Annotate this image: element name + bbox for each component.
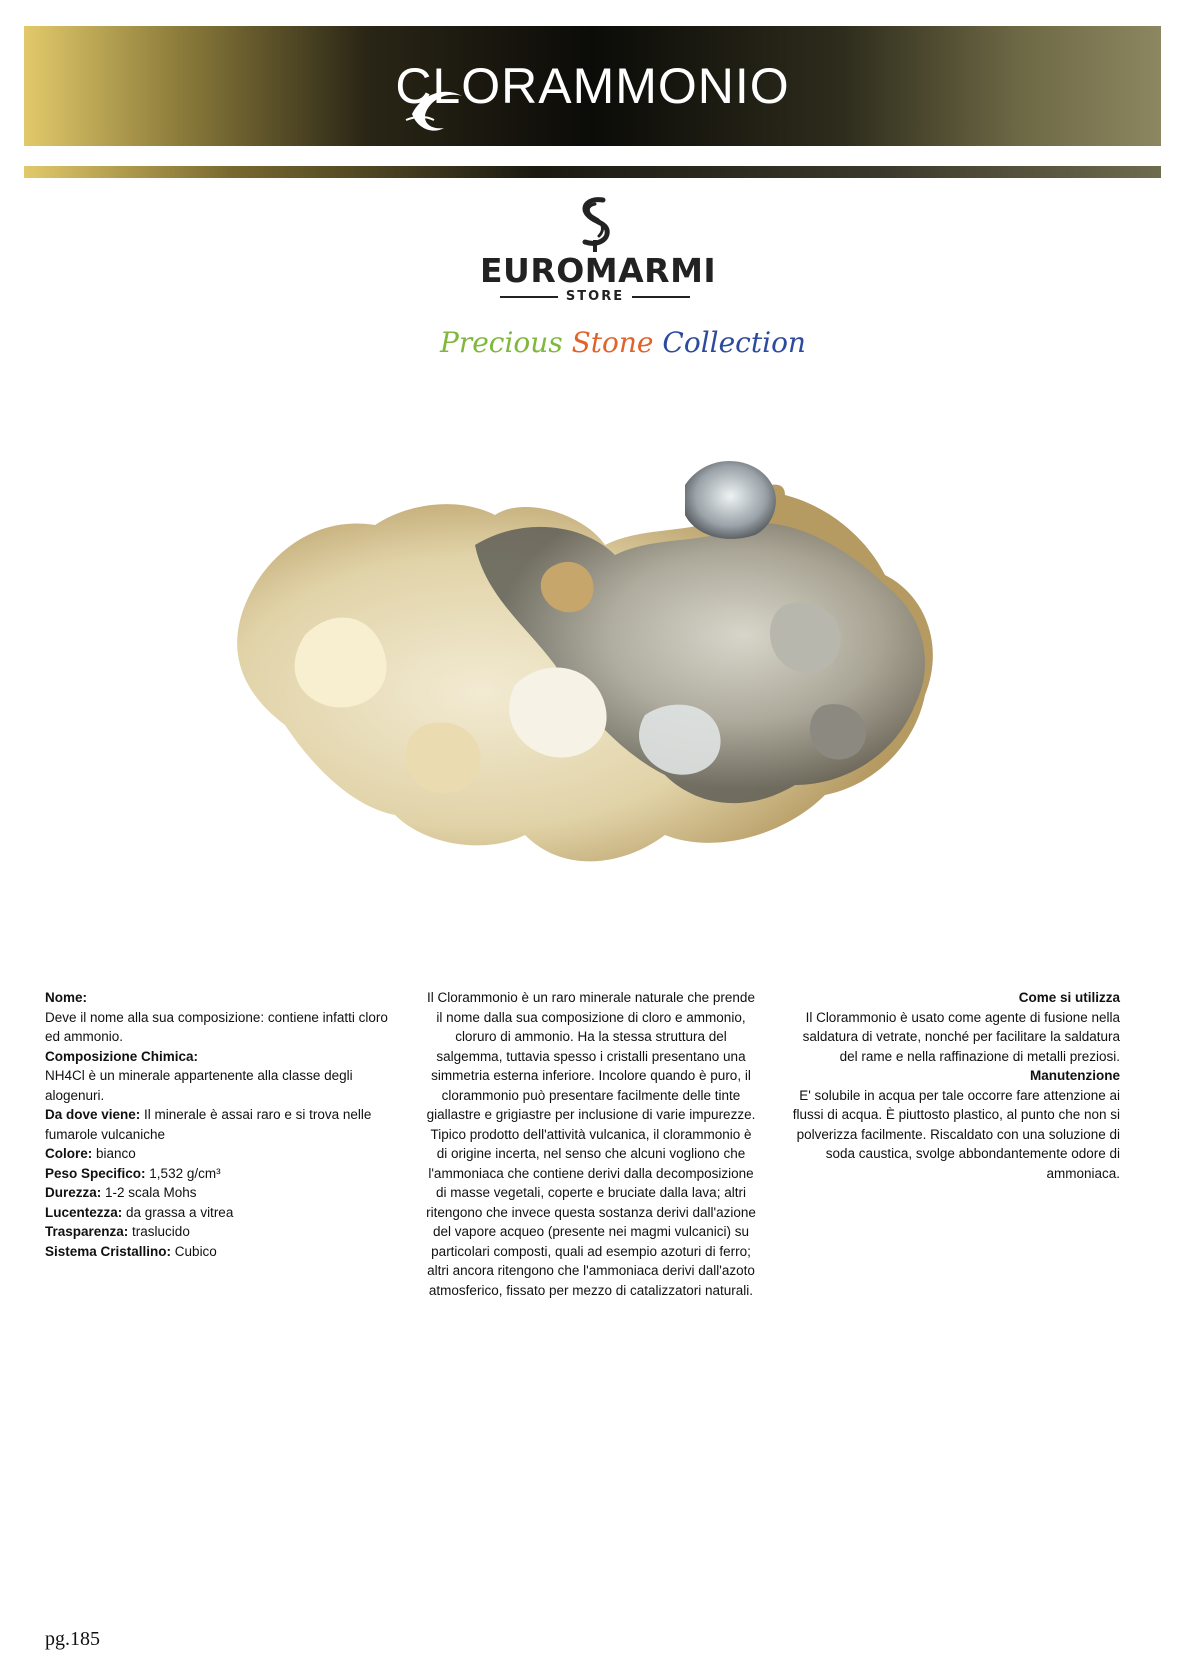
property-composizione-label: Composizione Chimica:	[45, 1048, 199, 1064]
title-underbar	[24, 166, 1161, 178]
store-rule-right	[632, 296, 690, 298]
brand-name: EUROMARMI	[480, 251, 717, 290]
property-peso-specifico: Peso Specifico: 1,532 g/cm³	[45, 1165, 221, 1181]
property-nome-value: Deve il nome alla sua composizione: contiene infatti cloro ed ammonio.	[45, 1009, 388, 1044]
property-durezza: Durezza: 1-2 scala Mohs	[45, 1185, 197, 1200]
decorative-swash-icon	[404, 76, 474, 146]
store-label: STORE	[565, 289, 625, 304]
description-column: Il Clorammonio è un raro minerale naturale che prende il nome dalla sua composizione di cloro e ammonio, cloruro di ammonio. Ha la stessa struttura del salgemma, tuttavia spesso i cristalli presentano una simmetria esterna inferiore. Incolore quando è puro, il clorammonio può presentare facilmente delle tinte giallastre e grigiastre per inclusione di varie impurezze. Tipico prodotto dell'attività vulcanica, il clorammonio è di origine incerta, nel senso che alcuni vogliono che l'ammoniaca che contiene derivi dalla decomposizione di masse vegetali, coperte e bruciate dalla lava; altri ritengono che invece questa sostanza derivi dall'azione del vapore acqueo (presente nei magmi vulcanici) su particolari composti, quali ad esempio azoturi di ferro; altri ancora ritengono che l'ammoniaca derivi dall'azoto atmosferico, fissato per mezzo di catalizzatori naturali.	[426, 990, 756, 1298]
property-nome-label: Nome:	[45, 990, 88, 1005]
property-trasparenza: Trasparenza: traslucido	[45, 1224, 190, 1239]
page-number: pg.185	[45, 1628, 100, 1650]
properties-column	[45, 988, 405, 1261]
euromarmi-s-icon	[573, 196, 617, 252]
store-line	[480, 289, 710, 304]
maintenance-text: E' solubile in acqua per tale occorre fare attenzione ai flussi di acqua. È piuttosto plastico, al punto che non si polverizza facilmente. Riscaldato con una soluzione di soda caustica, svolge abbondantemente odore di ammoniaca.	[792, 1087, 1120, 1181]
collection-tagline	[440, 326, 806, 359]
store-rule-left	[500, 296, 558, 298]
collection-word-collection: Collection	[662, 326, 806, 359]
usage-text: Il Clorammonio è usato come agente di fusione nella saldatura di vetrate, nonché per facilitare la saldatura del rame e nella raffinazione di metalli preziosi.	[802, 1009, 1120, 1064]
mineral-photo	[225, 455, 985, 925]
page-title: CLORAMMONIO	[395, 58, 790, 114]
property-colore: Colore: bianco	[45, 1146, 136, 1161]
title-banner	[24, 26, 1161, 146]
usage-column	[790, 988, 1120, 1183]
maintenance-heading: Manutenzione	[1030, 1068, 1120, 1083]
collection-word-precious: Precious	[440, 326, 563, 359]
collection-word-stone: Stone	[571, 326, 654, 359]
property-sistema-cristallino: Sistema Cristallino: Cubico	[45, 1243, 217, 1259]
property-lucentezza: Lucentezza: da grassa a vitrea	[45, 1204, 234, 1220]
property-composizione-value: NH4Cl è un minerale appartenente alla classe degli alogenuri.	[45, 1068, 353, 1103]
usage-heading: Come si utilizza	[1018, 990, 1120, 1005]
property-provenienza: Da dove viene: Il minerale è assai raro e si trova nelle fumarole vulcaniche	[45, 1107, 372, 1142]
